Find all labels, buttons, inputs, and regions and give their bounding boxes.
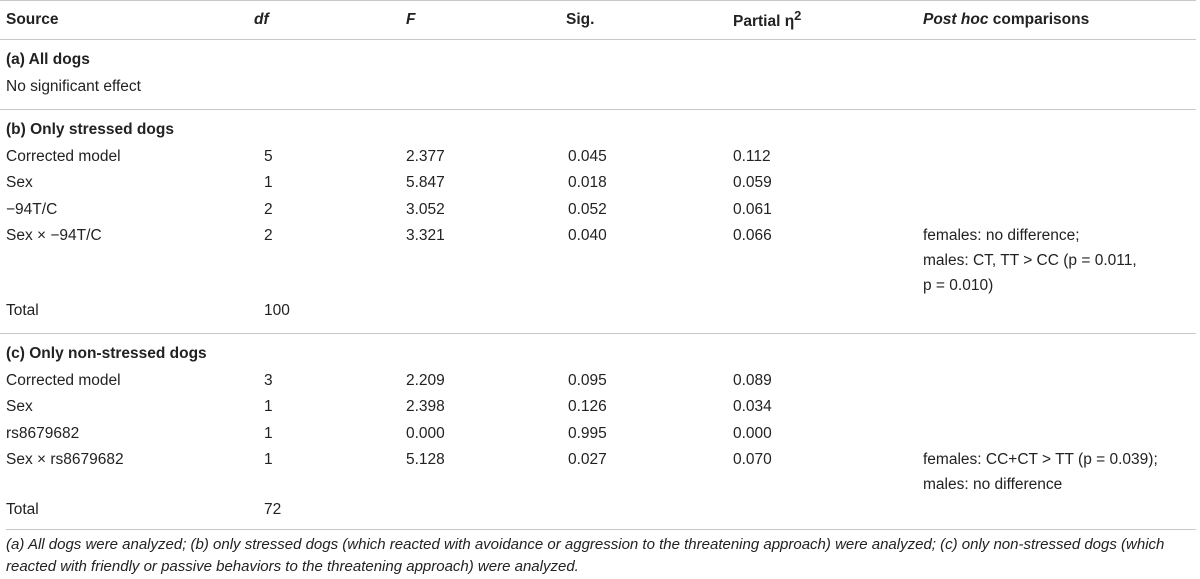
cell-f: 0.000 (406, 424, 445, 442)
table-row (0, 394, 1196, 421)
cell-posthoc (923, 144, 1196, 171)
table-row (0, 421, 1196, 448)
col-df-label: df (254, 11, 269, 28)
col-posthoc-rest: comparisons (988, 11, 1090, 28)
posthoc-line: p = 0.010) (923, 277, 994, 294)
table-row (0, 223, 1196, 298)
cell-posthoc (923, 394, 1196, 421)
cell-sig: 0.045 (568, 147, 607, 165)
cell-f: 3.052 (406, 200, 445, 218)
cell-sig: 0.018 (568, 174, 607, 191)
cell-df: 2 (264, 200, 273, 218)
cell-df: 72 (264, 501, 282, 518)
section-title-row (0, 109, 1196, 144)
cell-eta: 0.070 (733, 451, 772, 468)
cell-source: Sex × rs8679682 (6, 451, 124, 468)
cell-df: 1 (264, 451, 273, 468)
cell-f (406, 497, 566, 532)
section-note: No significant effect (6, 78, 141, 95)
col-partial-eta-sup: 2 (794, 8, 802, 24)
cell-sig: 0.027 (568, 451, 607, 468)
table-row (0, 197, 1196, 224)
cell-posthoc (923, 298, 1196, 333)
cell-sig: 0.995 (568, 424, 607, 442)
table-row (0, 447, 1196, 497)
cell-eta: 0.089 (733, 371, 772, 389)
col-df (254, 1, 406, 40)
posthoc-line: males: CT, TT > CC (p = 0.011, (923, 252, 1137, 269)
cell-sig: 0.126 (568, 398, 607, 415)
col-f-label: F (406, 11, 416, 28)
cell-eta: 0.000 (733, 424, 772, 442)
cell-source: Sex (6, 174, 33, 191)
cell-eta (733, 497, 923, 532)
posthoc-line: females: no difference; (923, 227, 1080, 244)
cell-df: 5 (264, 147, 273, 165)
section-title: (c) Only non-stressed dogs (6, 344, 207, 362)
cell-eta (733, 298, 923, 333)
section-title-row (0, 40, 1196, 75)
col-posthoc-italic: Post hoc (923, 11, 989, 28)
cell-df: 2 (264, 227, 273, 244)
cell-source: −94T/C (6, 200, 58, 218)
cell-eta: 0.066 (733, 227, 772, 244)
cell-posthoc (923, 421, 1196, 448)
table-header-row (0, 1, 1196, 40)
cell-f: 5.847 (406, 174, 445, 191)
cell-source: Corrected model (6, 371, 121, 389)
table-body (0, 40, 1196, 532)
table-row (0, 144, 1196, 171)
cell-df: 3 (264, 371, 273, 389)
section-note-row (0, 74, 1196, 109)
cell-posthoc (923, 223, 1196, 298)
section-title: (b) Only stressed dogs (6, 120, 174, 138)
cell-eta: 0.034 (733, 398, 772, 415)
cell-source: Sex (6, 398, 33, 415)
cell-posthoc (923, 447, 1196, 497)
table-row (0, 298, 1196, 333)
cell-posthoc (923, 197, 1196, 224)
col-partial-eta-label: Partial η (733, 13, 795, 31)
section-title: (a) All dogs (6, 51, 90, 68)
col-posthoc (923, 1, 1196, 40)
cell-posthoc (923, 497, 1196, 532)
col-source: Source (0, 1, 254, 40)
cell-eta: 0.061 (733, 200, 772, 218)
cell-df: 100 (264, 302, 290, 319)
table-footnote: (a) All dogs were analyzed; (b) only stressed dogs (which reacted with avoidance or aggression to the threatening approach) were analyzed; (c) only non-stressed dogs (which reacted with friendly or passive behaviors to the threatening approach) were analyzed. (6, 529, 1196, 578)
cell-f: 2.377 (406, 147, 445, 165)
col-f (406, 1, 566, 40)
cell-f: 5.128 (406, 451, 445, 468)
posthoc-line: males: no difference (923, 476, 1063, 493)
cell-f: 3.321 (406, 227, 445, 244)
cell-sig (566, 298, 733, 333)
col-partial-eta (733, 1, 923, 40)
cell-df: 1 (264, 424, 273, 442)
cell-sig: 0.095 (568, 371, 607, 389)
cell-f (406, 298, 566, 333)
cell-posthoc (923, 368, 1196, 395)
cell-sig: 0.052 (568, 200, 607, 218)
cell-f: 2.209 (406, 371, 445, 389)
cell-eta: 0.059 (733, 174, 772, 191)
cell-source: Total (6, 302, 39, 319)
posthoc-line: females: CC+CT > TT (p = 0.039); (923, 451, 1158, 468)
table-row (0, 497, 1196, 532)
col-sig: Sig. (566, 1, 733, 40)
cell-sig: 0.040 (568, 227, 607, 244)
cell-source: Total (6, 501, 39, 518)
cell-df: 1 (264, 174, 273, 191)
cell-df: 1 (264, 398, 273, 415)
cell-sig (566, 497, 733, 532)
table-row (0, 170, 1196, 197)
cell-f: 2.398 (406, 398, 445, 415)
cell-source: Sex × −94T/C (6, 227, 102, 244)
cell-eta: 0.112 (733, 147, 771, 165)
section-title-row (0, 333, 1196, 368)
cell-source: rs8679682 (6, 424, 80, 442)
cell-source: Corrected model (6, 147, 121, 165)
cell-posthoc (923, 170, 1196, 197)
table-row (0, 368, 1196, 395)
